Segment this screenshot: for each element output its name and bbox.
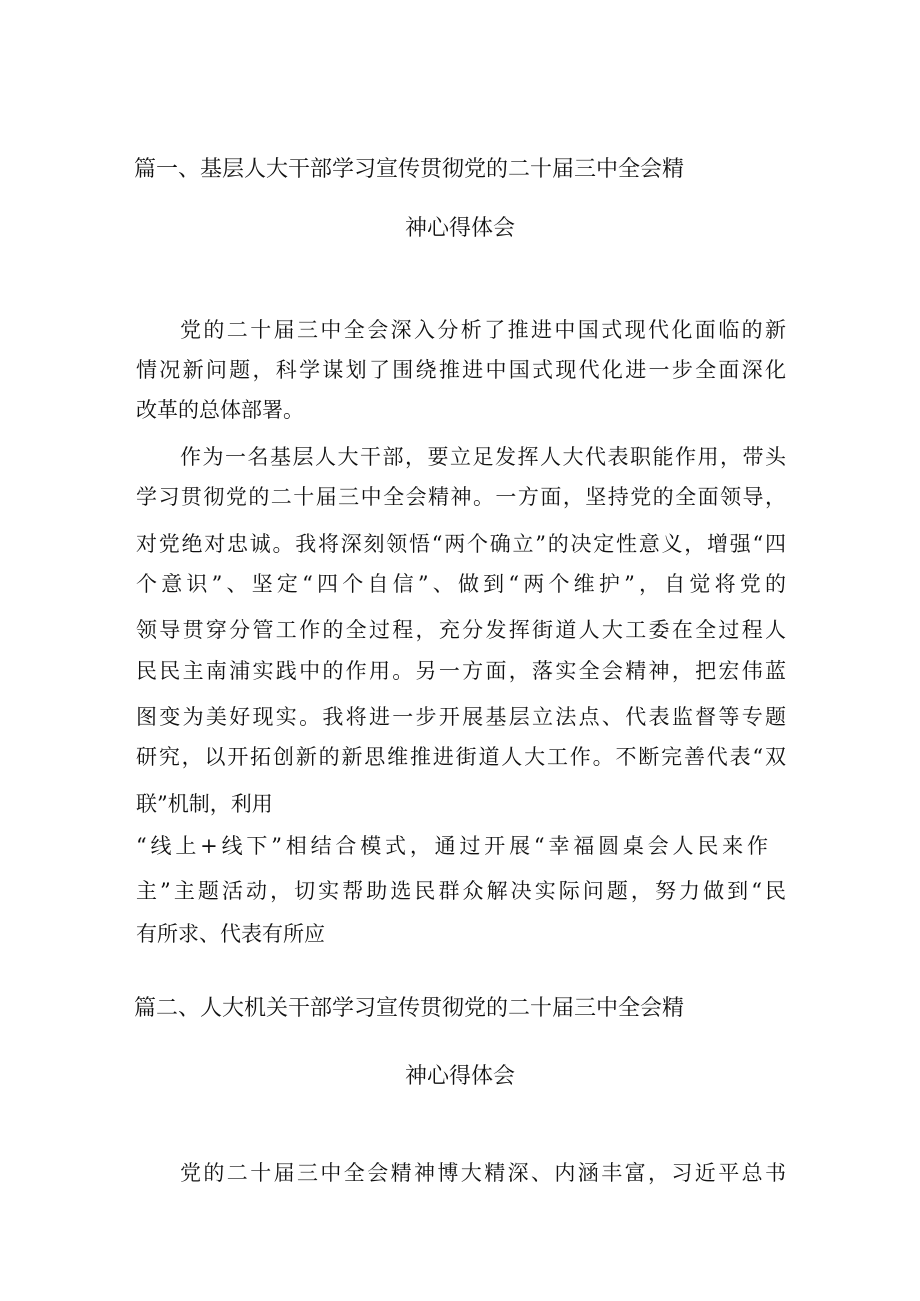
section-one-p2-line-4: 个意识”、坚定“四个自信”、做到“两个维护”，自觉将党的 [136,572,786,596]
section-one-p1-line-1: 党的二十届三中全会深入分析了推进中国式现代化面临的新 [180,318,786,342]
section-one-p2-line-8: 研究，以开拓创新的新思维推进街道人大工作。不断完善代表“双 [136,745,786,769]
section-one-p2-line-6: 民民主南浦实践中的作用。另一方面，落实全会精神，把宏伟蓝 [136,659,786,683]
section-two-title-line-1: 篇二、人大机关干部学习宣传贯彻党的二十届三中全会精 [134,996,685,1021]
section-one-p2-line-11: 主”主题活动，切实帮助选民群众解决实际问题，努力做到“民 [136,879,786,903]
section-one-p2-line-9: 联”机制，利用 [136,792,273,816]
section-one-p2-line-5: 领导贯穿分管工作的全过程，充分发挥街道人大工委在全过程人 [136,618,786,642]
section-one-title-line-1: 篇一、基层人大干部学习宣传贯彻党的二十届三中全会精 [134,157,685,182]
section-one-p1-line-2: 情况新问题，科学谋划了围绕推进中国式现代化进一步全面深化 [136,358,786,382]
section-two-title-line-2: 神心得体会 [404,1064,515,1089]
section-one-p1-line-3: 改革的总体部署。 [136,398,304,422]
section-one-p2-line-12: 有所求、代表有所应 [136,922,325,946]
section-one-p2-line-7: 图变为美好现实。我将进一步开展基层立法点、代表监督等专题 [136,705,786,729]
section-one-p2-line-10: “线上+线下”相结合模式，通过开展“幸福圆桌会人民来作 [136,834,768,858]
section-one-title-line-2: 神心得体会 [404,216,515,241]
section-one-p2-line-2: 学习贯彻党的二十届三中全会精神。一方面，坚持党的全面领导， [136,485,786,509]
section-one-p2-line-3: 对党绝对忠诚。我将深刻领悟“两个确立”的决定性意义，增强“四 [136,532,786,556]
section-one-p2-line-1: 作为一名基层人大干部，要立足发挥人大代表职能作用，带头 [180,445,786,469]
section-two-p1-line-1: 党的二十届三中全会精神博大精深、内涵丰富，习近平总书 [180,1161,786,1185]
